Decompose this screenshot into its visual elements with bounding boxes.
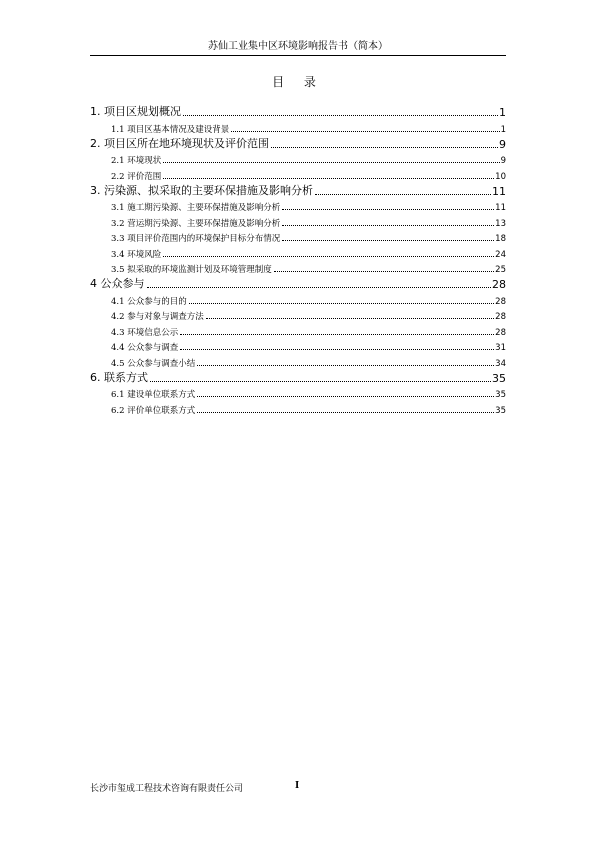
- toc-leader-dots: [150, 381, 491, 382]
- toc-entry-label: 4.1 公众参与的目的: [111, 296, 187, 307]
- toc-entry-page: 25: [495, 265, 506, 275]
- toc-entry-page: 24: [495, 249, 506, 260]
- toc-entry-page: 31: [495, 343, 506, 353]
- toc-entry-label: 6. 联系方式: [90, 370, 148, 384]
- toc-entry-page: 9: [499, 137, 506, 151]
- toc-entry-label: 4.4 公众参与调查: [111, 343, 179, 353]
- toc-entry-label: 3.5 拟采取的环境监测计划及环境管理制度: [111, 265, 272, 275]
- toc-leader-dots: [282, 240, 494, 241]
- toc-leader-dots: [274, 271, 494, 272]
- toc-entry[interactable]: [90, 291, 506, 307]
- toc-entry-page: 10: [495, 171, 506, 182]
- toc-entry-label: 4.5 公众参与调查小结: [111, 358, 196, 369]
- toc-entry-page: 35: [492, 371, 506, 385]
- toc-entry-label: 3.4 环境风险: [111, 249, 162, 260]
- toc-entry-label: 6.1 建设单位联系方式: [111, 390, 196, 400]
- toc-entry-page: 28: [495, 312, 506, 322]
- toc-entry[interactable]: [90, 166, 506, 182]
- toc-entry-page: 11: [492, 184, 506, 198]
- toc-entry[interactable]: [90, 244, 506, 260]
- toc-entry-label: 3.2 营运期污染源、主要环保措施及影响分析: [111, 218, 281, 229]
- toc-entry[interactable]: [90, 307, 506, 323]
- toc-leader-dots: [163, 178, 494, 179]
- toc-entry-label: 2.2 评价范围: [111, 171, 162, 182]
- toc-leader-dots: [271, 147, 498, 148]
- toc-leader-dots: [282, 225, 494, 226]
- toc-entry-page: 1: [499, 106, 506, 119]
- toc-entry[interactable]: [90, 213, 506, 229]
- toc-entry-label: 6.2 评价单位联系方式: [111, 405, 196, 416]
- toc-entry-label: 4.2 参与对象与调查方法: [111, 312, 204, 322]
- toc-entry[interactable]: [90, 103, 506, 119]
- toc-entry[interactable]: [90, 353, 506, 369]
- toc-leader-dots: [147, 287, 492, 288]
- table-of-contents: [90, 103, 506, 416]
- toc-entry-label: 4.3 环境信息公示: [111, 327, 179, 338]
- toc-entry[interactable]: [90, 385, 506, 401]
- toc-entry-label: 1. 项目区规划概况: [90, 105, 181, 118]
- toc-entry-page: 35: [495, 390, 506, 400]
- toc-entry[interactable]: [90, 229, 506, 245]
- header-rule: [90, 55, 506, 56]
- toc-entry-page: 13: [495, 218, 506, 229]
- toc-leader-dots: [206, 318, 494, 319]
- toc-entry-label: 1.1 项目区基本情况及建设背景: [111, 124, 230, 135]
- toc-entry[interactable]: [90, 260, 506, 276]
- toc-entry[interactable]: [90, 275, 506, 291]
- toc-leader-dots: [197, 412, 494, 413]
- page-header: 苏仙工业集中区环境影响报告书（简本）: [208, 41, 388, 52]
- toc-entry[interactable]: [90, 119, 506, 135]
- toc-leader-dots: [180, 349, 494, 350]
- toc-leader-dots: [163, 162, 499, 163]
- toc-leader-dots: [197, 365, 494, 366]
- toc-entry[interactable]: [90, 151, 506, 167]
- toc-entry-page: 28: [495, 327, 506, 338]
- toc-entry-page: 28: [492, 278, 506, 291]
- toc-entry[interactable]: [90, 322, 506, 338]
- toc-leader-dots: [315, 194, 491, 195]
- toc-entry-label: 2. 项目区所在地环境现状及评价范围: [90, 136, 269, 150]
- toc-leader-dots: [282, 209, 494, 210]
- toc-leader-dots: [189, 303, 494, 304]
- toc-entry-page: 9: [500, 156, 506, 166]
- toc-entry[interactable]: [90, 198, 506, 214]
- toc-entry-label: 3. 污染源、拟采取的主要环保措施及影响分析: [90, 183, 313, 197]
- toc-entry[interactable]: [90, 135, 506, 151]
- toc-entry-page: 28: [495, 296, 506, 307]
- toc-entry[interactable]: [90, 400, 506, 416]
- toc-entry[interactable]: [90, 182, 506, 198]
- toc-entry-page: 18: [495, 234, 506, 244]
- toc-entry[interactable]: [90, 338, 506, 354]
- toc-entry-label: 3.1 施工期污染源、主要环保措施及影响分析: [111, 203, 281, 213]
- toc-entry-page: 35: [495, 405, 506, 416]
- footer-page-number: I: [295, 781, 300, 791]
- toc-entry-label: 3.3 项目评价范围内的环境保护目标分布情况: [111, 234, 281, 244]
- toc-entry-page: 34: [495, 358, 506, 369]
- toc-leader-dots: [231, 131, 499, 132]
- toc-leader-dots: [180, 334, 494, 335]
- toc-entry[interactable]: [90, 369, 506, 385]
- toc-leader-dots: [163, 256, 494, 257]
- toc-entry-label: 4 公众参与: [90, 277, 145, 290]
- toc-entry-page: 1: [500, 124, 506, 135]
- toc-entry-page: 11: [495, 203, 506, 213]
- toc-title: 目 录: [272, 75, 324, 89]
- footer-company: 长沙市玺成工程技术咨询有限责任公司: [90, 784, 244, 794]
- toc-leader-dots: [197, 396, 494, 397]
- toc-entry-label: 2.1 环境现状: [111, 156, 162, 166]
- toc-leader-dots: [183, 115, 498, 116]
